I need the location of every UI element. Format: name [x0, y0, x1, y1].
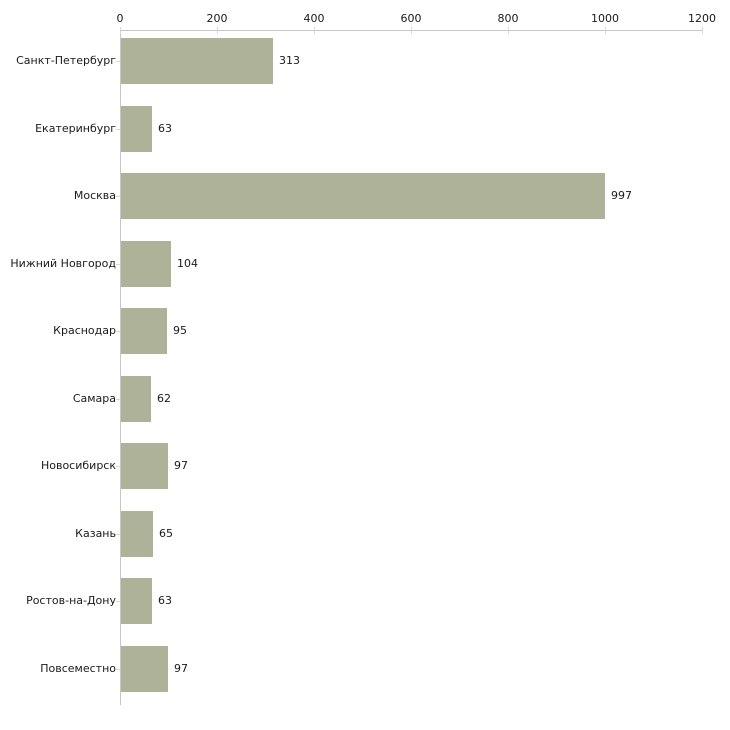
category-tick: [116, 466, 120, 467]
category-tick: [116, 61, 120, 62]
bar: [121, 578, 152, 624]
x-axis-tick-label: 0: [116, 12, 124, 25]
category-label: Нижний Новгород: [10, 256, 116, 270]
category-tick: [116, 331, 120, 332]
value-label: 997: [611, 189, 632, 202]
category-tick: [116, 129, 120, 130]
category-tick: [116, 601, 120, 602]
value-label: 63: [158, 594, 172, 607]
category-label: Новосибирск: [40, 459, 116, 472]
bar: [121, 511, 153, 557]
value-label: 62: [157, 391, 171, 405]
bar: [121, 38, 273, 84]
x-axis-tick: [217, 27, 218, 34]
x-axis-tick-label: 400: [303, 12, 325, 25]
x-axis-tick: [702, 27, 703, 34]
value-label: 97: [174, 459, 188, 472]
category-label: Ростов-на-Дону: [26, 594, 116, 607]
category-tick: [116, 669, 120, 670]
category-label: Екатеринбург: [35, 121, 116, 135]
value-label: 313: [279, 54, 300, 67]
bar: [121, 241, 171, 287]
bar: [121, 308, 167, 354]
bar: [121, 173, 605, 219]
category-tick: [116, 399, 120, 400]
x-axis-tick: [314, 27, 315, 34]
bar: [121, 106, 152, 152]
x-axis-tick-label: 200: [206, 12, 228, 25]
value-label: 65: [159, 526, 173, 540]
value-label: 95: [173, 324, 187, 337]
bar: [121, 376, 151, 422]
value-label: 104: [177, 256, 198, 270]
category-label: Самара: [72, 391, 116, 405]
x-axis-tick: [120, 27, 121, 34]
value-label: 97: [174, 661, 188, 675]
bar: [121, 646, 168, 692]
category-tick: [116, 264, 120, 265]
category-label: Санкт-Петербург: [16, 54, 116, 67]
x-axis-tick-label: 1200: [688, 12, 716, 25]
x-axis-tick-label: 800: [497, 12, 519, 25]
x-axis-tick: [411, 27, 412, 34]
bar: [121, 443, 168, 489]
x-axis-tick-label: 600: [400, 12, 422, 25]
x-axis-tick: [508, 27, 509, 34]
x-axis-tick-label: 1000: [591, 12, 619, 25]
value-label: 63: [158, 121, 172, 135]
category-label: Повсеместно: [40, 661, 116, 675]
category-label: Москва: [73, 189, 116, 202]
x-axis-tick: [605, 27, 606, 34]
category-tick: [116, 196, 120, 197]
category-tick: [116, 534, 120, 535]
category-label: Казань: [75, 526, 116, 540]
category-label: Краснодар: [53, 324, 116, 337]
